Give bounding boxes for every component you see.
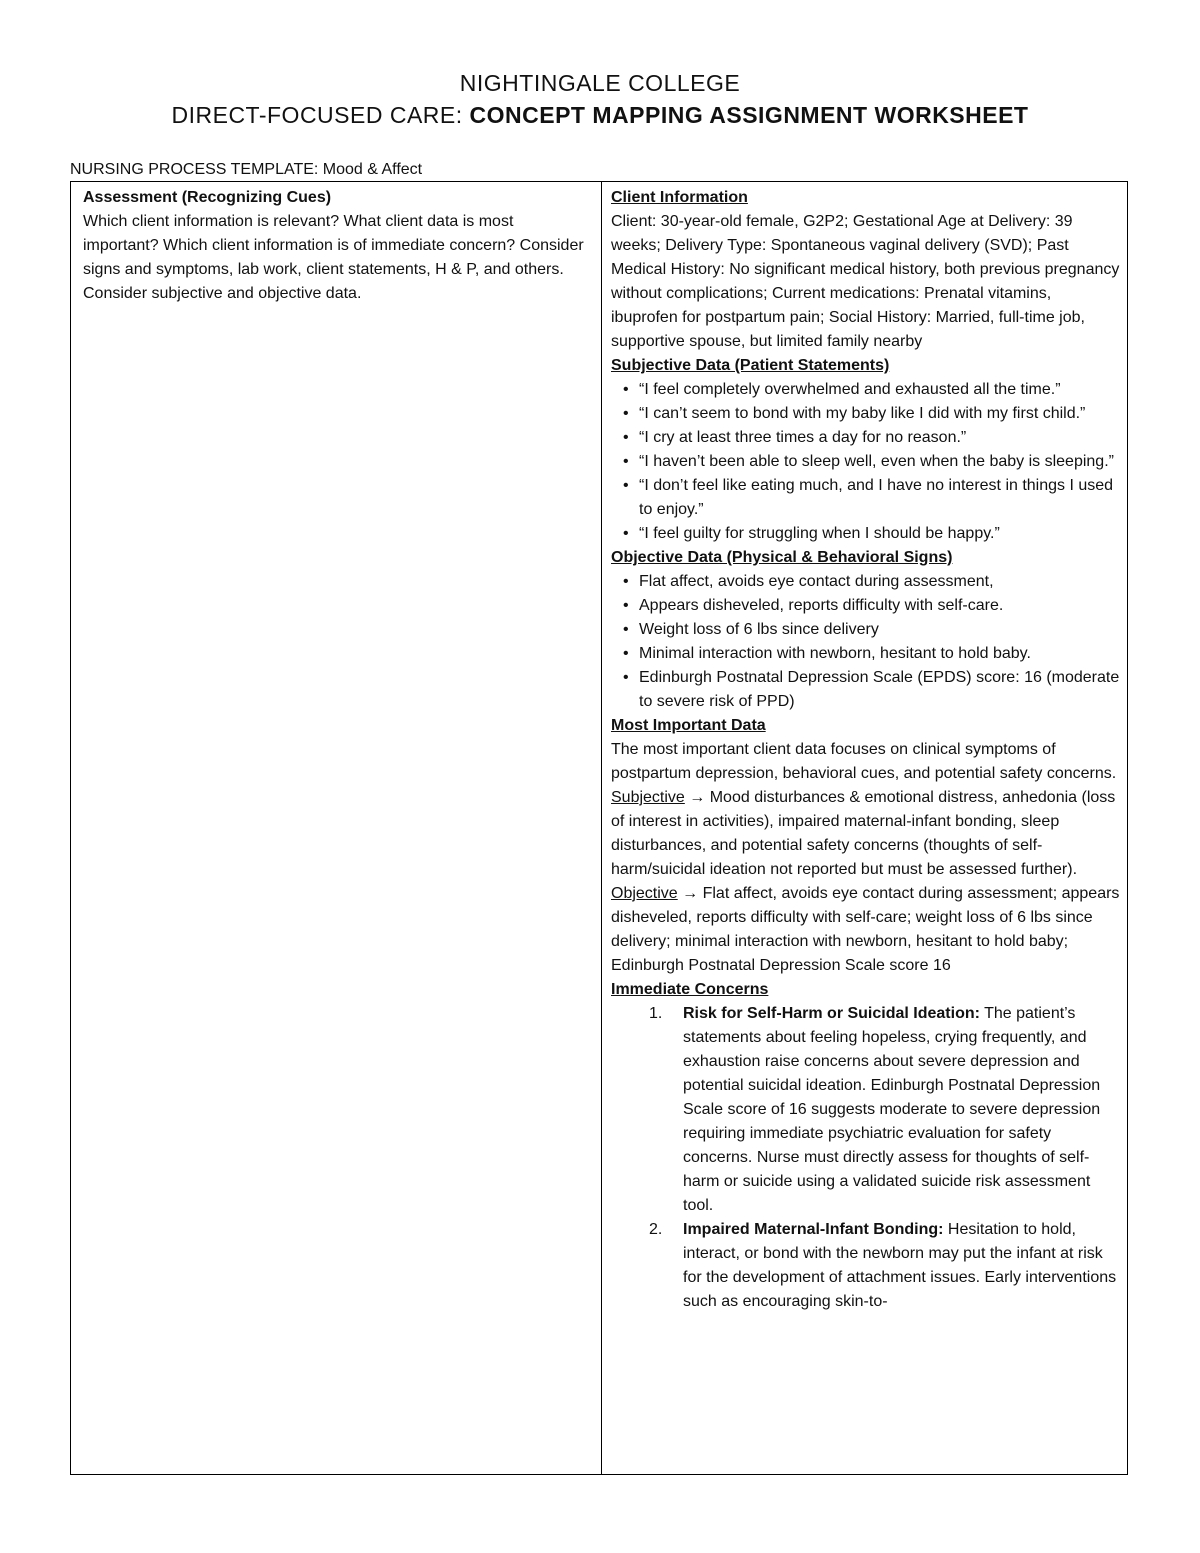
concern-lead: Impaired Maternal-Infant Bonding: [683, 1221, 944, 1238]
objective-list [611, 570, 1121, 714]
most-important-intro: The most important client data focuses on clinical symptoms of postpartum depression, behavioral cues, and potential safety concerns. [611, 741, 1117, 782]
list-item: • “I haven’t been able to sleep well, even when the baby is sleeping.” [611, 450, 1121, 474]
most-important-title: Most Important Data [611, 717, 766, 734]
list-item: • “I feel guilty for struggling when I should be happy.” [611, 522, 1121, 546]
concern-text: Hesitation to hold, interact, or bond with the newborn may put the infant at risk for the development of attachment issues. Early interventions such as encouraging skin-to- [683, 1221, 1117, 1310]
list-item [611, 1002, 1121, 1218]
template-label: NURSING PROCESS TEMPLATE: Mood & Affect [70, 161, 423, 178]
subjective-text: → Mood disturbances & emotional distress, anhedonia (loss of interest in activities), impaired maternal-infant bonding, sleep disturbances, and potential safety concerns (thoughts of self-harm/suicidal ideation not reported but must be assessed further). [611, 789, 1116, 878]
worksheet-title [0, 102, 1200, 129]
list-item: • Edinburgh Postnatal Depression Scale (EPDS) score: 16 (moderate to severe risk of PPD) [611, 666, 1121, 714]
list-item: • Flat affect, avoids eye contact during assessment, [611, 570, 1121, 594]
list-item: • “I feel completely overwhelmed and exhausted all the time.” [611, 378, 1121, 402]
objective-label: Objective [611, 885, 678, 902]
nursing-process-table [70, 181, 1128, 1475]
concern-lead: Risk for Self-Harm or Suicidal Ideation: [683, 1005, 980, 1022]
list-item: • Minimal interaction with newborn, hesitant to hold baby. [611, 642, 1121, 666]
list-item: • “I can’t seem to bond with my baby like I did with my first child.” [611, 402, 1121, 426]
item-number: 2. [649, 1221, 663, 1238]
client-info-title: Client Information [611, 189, 748, 206]
concern-text: The patient’s statements about feeling hopeless, crying frequently, and exhaustion raise concerns about severe depression and potential suicidal ideation. Edinburgh Postnatal Depression Scale score of 16 suggests moderate to severe depression requiring immediate psychiatric evaluation for safety concerns. Nurse must directly assess for thoughts of self-harm or suicide using a validated suicide risk assessment tool. [683, 1005, 1101, 1214]
objective-data-title: Objective Data (Physical & Behavioral Signs) [611, 549, 953, 566]
subjective-data-title: Subjective Data (Patient Statements) [611, 357, 890, 374]
item-number: 1. [649, 1005, 663, 1022]
assessment-prompt: Which client information is relevant? What client data is most important? Which client information is of immediate concern? Consider signs and symptoms, lab work, client statements, H & P, and others. Consider subjective and objective data. [83, 213, 584, 302]
objective-text: → Flat affect, avoids eye contact during assessment; appears disheveled, reports difficulty with self-care; weight loss of 6 lbs since delivery; minimal interaction with newborn, hesitant to hold baby; Edinburgh Postnatal Depression Scale score 16 [611, 885, 1120, 974]
list-item: • Weight loss of 6 lbs since delivery [611, 618, 1121, 642]
college-title: NIGHTINGALE COLLEGE [459, 70, 741, 96]
worksheet-title-bold: CONCEPT MAPPING ASSIGNMENT WORKSHEET [469, 102, 1029, 128]
client-info-body: Client: 30-year-old female, G2P2; Gestational Age at Delivery: 39 weeks; Delivery Type: Spontaneous vaginal delivery (SVD); Past Medical History: No significant medical history, both previous pregnancy without complications; Current medications: Prenatal vitamins, ibuprofen for postpartum pain; Social History: Married, full-time job, supportive spouse, but limited family nearby [611, 213, 1120, 350]
list-item: • Appears disheveled, reports difficulty with self-care. [611, 594, 1121, 618]
worksheet-title-prefix: DIRECT-FOCUSED CARE: [171, 102, 470, 128]
list-item [611, 1218, 1121, 1314]
most-important-subjective [611, 786, 1121, 882]
assessment-cell [83, 186, 588, 306]
immediate-concerns-title: Immediate Concerns [611, 981, 769, 998]
column-divider [601, 182, 602, 1474]
client-data-cell [611, 186, 1121, 1314]
list-item: • “I cry at least three times a day for no reason.” [611, 426, 1121, 450]
list-item: • “I don’t feel like eating much, and I have no interest in things I used to enjoy.” [611, 474, 1121, 522]
immediate-concerns-list [611, 1002, 1121, 1314]
assessment-title: Assessment (Recognizing Cues) [83, 189, 332, 206]
most-important-objective [611, 882, 1121, 978]
subjective-label: Subjective [611, 789, 685, 806]
subjective-list [611, 378, 1121, 546]
